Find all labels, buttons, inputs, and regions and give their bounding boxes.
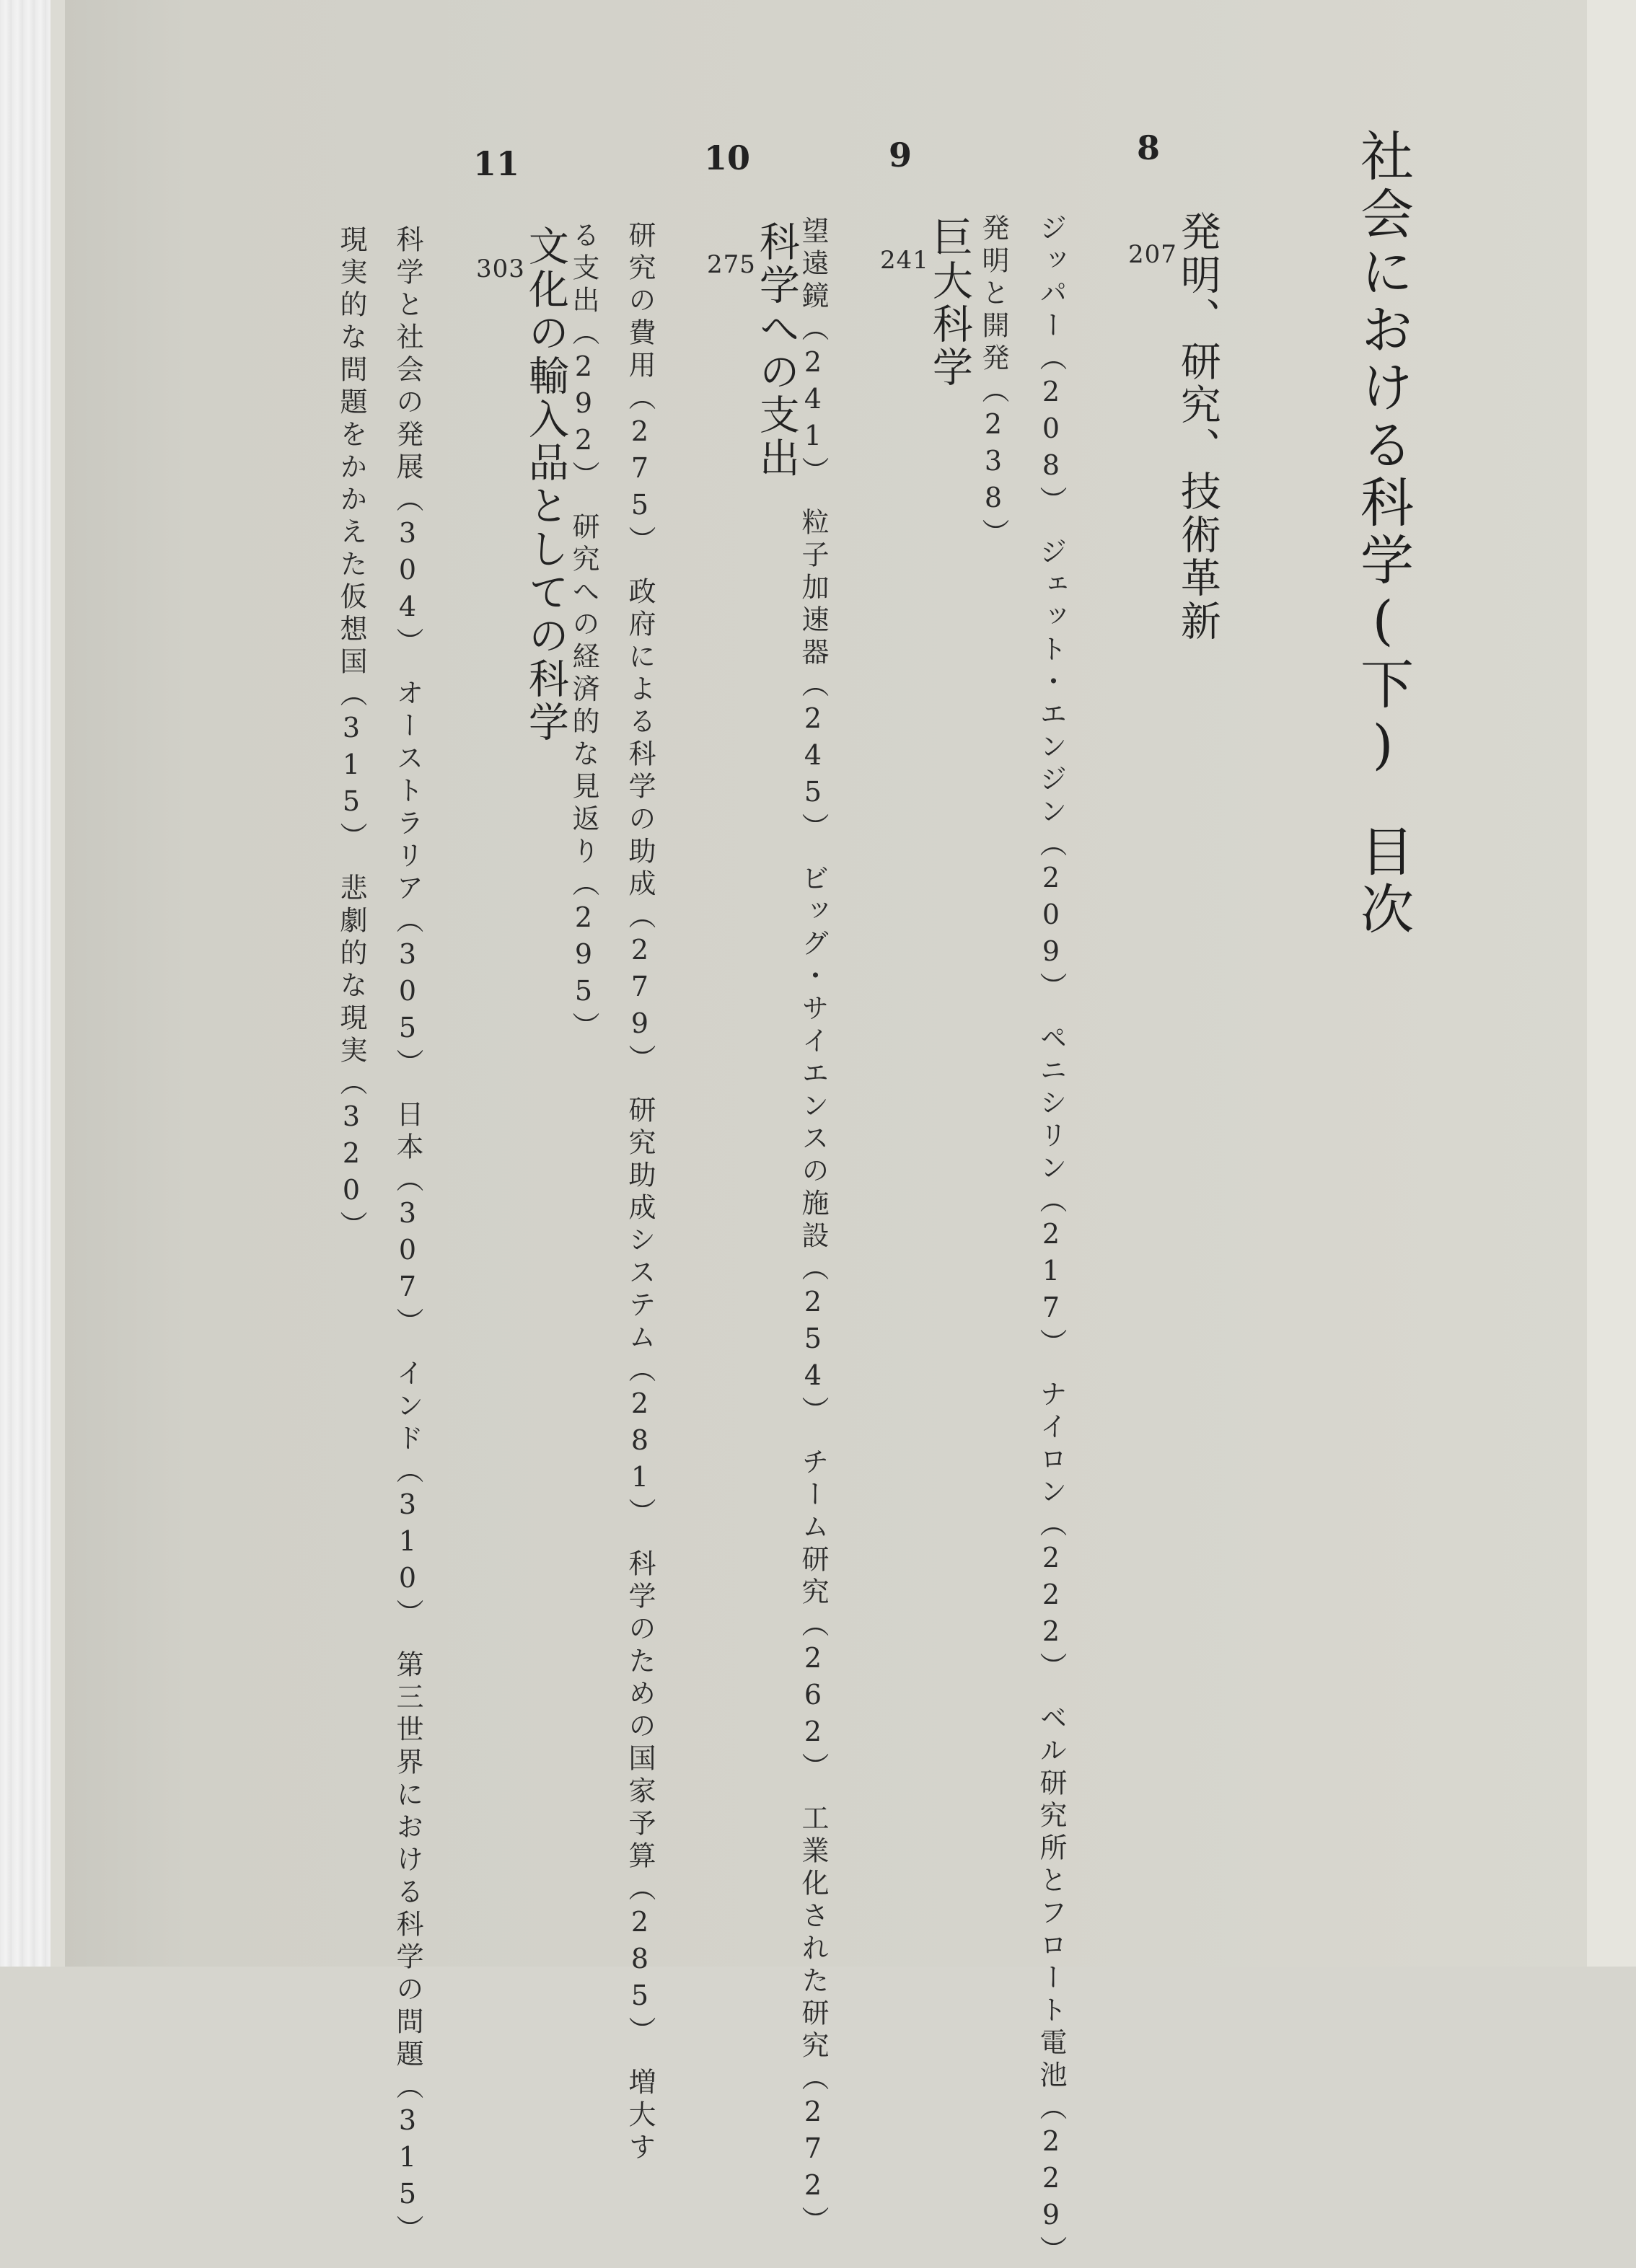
chapter-title: 科学への支出 — [752, 221, 800, 480]
chapter-heading — [707, 221, 800, 480]
toc-item-page: 295 — [568, 901, 599, 1012]
chapter-heading — [1128, 211, 1221, 643]
toc-item-label: チーム研究 — [797, 1447, 829, 1610]
toc-line: 望遠鏡（241） 粒子加速器（245） ビッグ・サイエンスの施設（254） チーム研究（262） 工業化された研究（272） — [797, 216, 829, 2238]
chapter-number: 9 — [888, 136, 912, 175]
chapter-number: 8 — [1136, 128, 1160, 167]
toc-item-page: 315 — [335, 712, 367, 822]
book-title-main: 社会における科学(下) — [1352, 128, 1414, 780]
toc-item-page: 285 — [624, 1906, 656, 2016]
book-title — [1352, 128, 1414, 939]
toc-item-page: 281 — [624, 1387, 656, 1498]
chapter-title: 発明、研究、技術革新 — [1174, 211, 1221, 643]
toc-item-label: インド — [392, 1359, 423, 1456]
toc-item-label: ビッグ・サイエンスの施設 — [797, 864, 829, 1253]
toc-item-label: ジッパー — [1035, 213, 1067, 343]
toc-item-label: 望遠鏡 — [797, 216, 829, 314]
toc-line: ジッパー（208） ジェット・エンジン（209） ペニシリン（217） ナイロン（222） ベル研究所とフロート電池（229） — [1035, 213, 1067, 2268]
toc-item-page: 262 — [797, 1642, 829, 1752]
chapter-page: 275 — [707, 250, 756, 279]
toc-item-page: 304 — [392, 517, 423, 627]
toc-item-page: 229 — [1035, 2125, 1067, 2236]
toc-item-label: 科学と社会の発展 — [392, 225, 423, 485]
toc-item-page: 217 — [1035, 1218, 1067, 1328]
toc-item-page: 305 — [392, 938, 423, 1049]
chapter-page: 241 — [880, 246, 929, 275]
toc-item-label: 日本 — [392, 1100, 423, 1165]
toc-item-label: ベル研究所とフロート電池 — [1035, 1703, 1067, 2093]
chapter-title: 文化の輸入品としての科学 — [522, 225, 569, 744]
toc-item-label: 現実的な問題をかかえた仮想国 — [335, 225, 367, 679]
toc-line: 発明と開発（238） — [977, 213, 1009, 551]
toc-item-label: 粒子加速器 — [797, 508, 829, 670]
toc-item-page: 272 — [797, 2096, 829, 2206]
toc-item-page: 254 — [797, 1286, 829, 1396]
toc-item-label: る支出 — [568, 221, 599, 318]
toc-line: る支出（292） 研究への経済的な見返り（295） — [568, 221, 599, 1044]
toc-item-label: 研究への経済的な見返り — [568, 512, 599, 869]
chapter-number: 10 — [703, 138, 750, 177]
toc-item-label: ナイロン — [1035, 1380, 1067, 1509]
toc-item-page: 292 — [568, 350, 599, 461]
toc-item-label: 悲劇的な現実 — [335, 873, 367, 1068]
toc-item-label: 第三世界における科学の問題 — [392, 1650, 423, 2072]
toc-item-label: 科学のための国家予算 — [624, 1549, 656, 1874]
chapter-heading — [476, 225, 569, 744]
toc-item-label: 増大す — [624, 2068, 656, 2165]
chapter-number: 11 — [472, 144, 519, 183]
background-surface — [0, 0, 50, 1967]
toc-item-page: 279 — [624, 934, 656, 1044]
book-title-sub: 目次 — [1352, 824, 1414, 939]
toc-item-label: 研究助成システム — [624, 1095, 656, 1355]
toc-item-label: 政府による科学の助成 — [624, 577, 656, 901]
toc-item-page: 307 — [392, 1197, 423, 1307]
chapter-heading — [880, 216, 973, 389]
toc-item-page: 275 — [624, 415, 656, 526]
toc-item-label: ジェット・エンジン — [1035, 537, 1067, 829]
toc-line: 現実的な問題をかかえた仮想国（315） 悲劇的な現実（320） — [335, 225, 367, 1243]
page-edge — [1587, 0, 1636, 1967]
toc-item-page: 310 — [392, 1488, 423, 1599]
chapter-title: 巨大科学 — [925, 216, 973, 389]
toc-item-page: 245 — [797, 702, 829, 813]
toc-item-label: 研究の費用 — [624, 221, 656, 383]
chapter-page: 207 — [1128, 240, 1177, 269]
toc-item-page: 222 — [1035, 1542, 1067, 1652]
toc-line: 研究の費用（275） 政府による科学の助成（279） 研究助成システム（281） 科学のための国家予算（285） 増大す — [624, 221, 656, 2165]
toc-item-page: 238 — [977, 408, 1009, 519]
toc-item-page: 208 — [1035, 376, 1067, 486]
chapter-page: 303 — [476, 255, 525, 283]
toc-item-label: 発明と開発 — [977, 213, 1009, 376]
toc-item-label: オーストラリア — [392, 679, 423, 906]
toc-item-page: 315 — [392, 2104, 423, 2215]
toc-item-page: 320 — [335, 1100, 367, 1211]
toc-item-page: 209 — [1035, 862, 1067, 972]
toc-item-label: 工業化された研究 — [797, 1804, 829, 2063]
toc-item-page: 241 — [797, 346, 829, 456]
toc-item-label: ペニシリン — [1035, 1023, 1067, 1186]
toc-line: 科学と社会の発展（304） オーストラリア（305） 日本（307） インド（310） 第三世界における科学の問題（315） — [392, 225, 423, 2247]
